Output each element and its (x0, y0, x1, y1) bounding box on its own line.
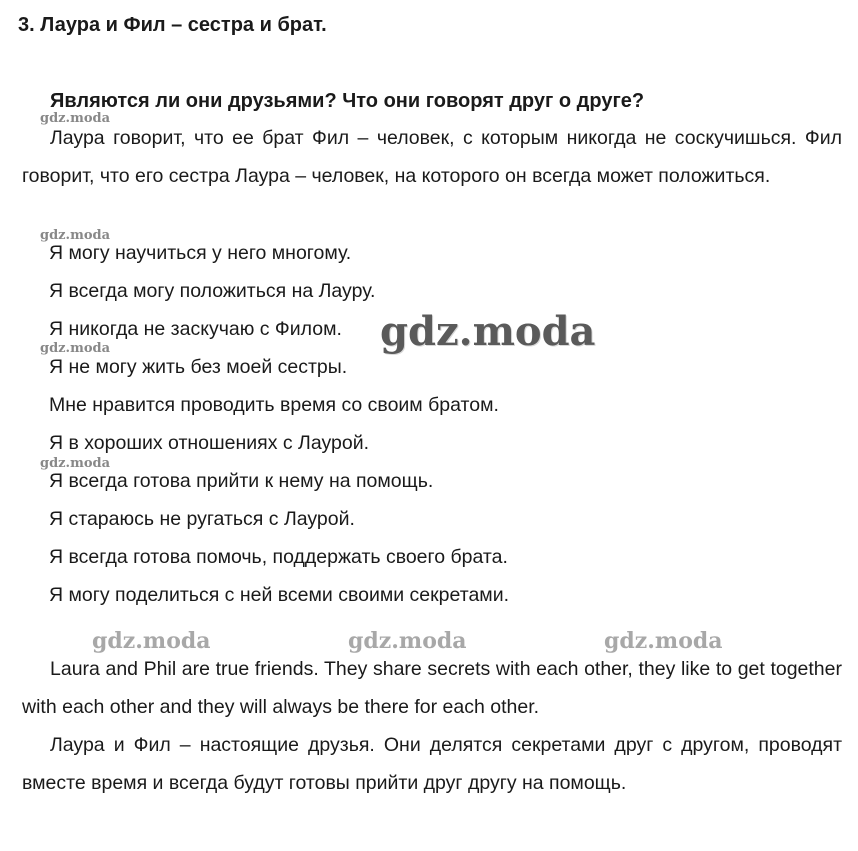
answer-paragraph-english: Laura and Phil are true friends. They share secrets with each other, they like to get together with each other and they will always be there for each other. (22, 658, 842, 718)
watermark-large: gdz.moda (380, 308, 596, 355)
watermark-small-1: gdz.moda (40, 111, 111, 126)
answer-paragraph-russian: Лаура и Фил – настоящие друзья. Они делятся секретами друг с другом, проводят вместе время и всегда будут готовы прийти друг другу на помощь. (22, 734, 842, 794)
statement-9: Я всегда готова помочь, поддержать своего брата. (49, 546, 508, 568)
statement-5: Мне нравится проводить время со своим братом. (49, 394, 499, 416)
statement-8: Я стараюсь не ругаться с Лаурой. (49, 508, 355, 530)
exercise-title: 3. Лаура и Фил – сестра и брат. (18, 14, 327, 36)
exercise-question: Являются ли они друзьями? Что они говорят друг о друге? (50, 90, 645, 112)
statement-4: Я не могу жить без моей сестры. (49, 356, 348, 378)
statement-2: Я всегда могу положиться на Лауру. (49, 280, 376, 302)
statement-7: Я всегда готова прийти к нему на помощь. (49, 470, 434, 492)
statement-3: Я никогда не заскучаю с Филом. (49, 318, 342, 340)
watermark-mid-3: gdz.moda (604, 628, 723, 654)
watermark-small-3: gdz.moda (40, 341, 111, 356)
statement-1: Я могу научиться у него многому. (49, 242, 352, 264)
watermark-mid-1: gdz.moda (92, 628, 211, 654)
watermark-mid-2: gdz.moda (348, 628, 467, 654)
watermark-small-2: gdz.moda (40, 228, 111, 243)
answer-paragraph-1: Лаура говорит, что ее брат Фил – человек, с которым никогда не соскучишься. Фил говорит, что его сестра Лаура – человек, на которого он всегда может положиться. (22, 127, 842, 187)
watermark-small-4: gdz.moda (40, 456, 111, 471)
statement-6: Я в хороших отношениях с Лаурой. (49, 432, 370, 454)
statement-10: Я могу поделиться с ней всеми своими секретами. (49, 584, 510, 606)
